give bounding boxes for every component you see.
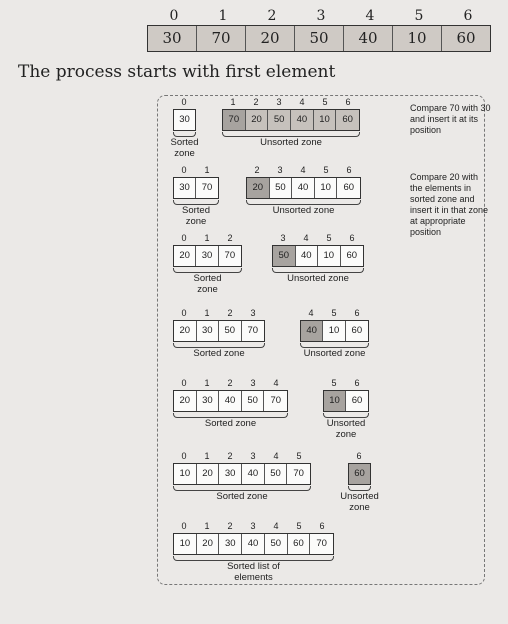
unsorted-zone-cell: 10 <box>323 321 345 341</box>
sorted-zone-index: 3 <box>250 451 256 461</box>
sorted-zone-label: Sorted zone <box>182 205 210 227</box>
final-index: 5 <box>296 521 302 531</box>
unsorted-zone-label: Unsorted zone <box>340 491 379 513</box>
top-array <box>147 25 491 52</box>
sorted-zone-cell: 70 <box>270 395 282 406</box>
top-array-cell: 30 <box>148 26 197 51</box>
sorted-zone-array <box>173 463 311 485</box>
sorted-zone-index: 2 <box>227 233 233 243</box>
sorted-zone-index: 0 <box>181 378 187 388</box>
unsorted-zone-label: Unsorted zone <box>326 418 366 440</box>
final-sorted-array <box>173 533 334 555</box>
unsorted-zone-cell: 40 <box>292 178 315 198</box>
sorted-zone-index: 2 <box>227 378 233 388</box>
unsorted-zone-array <box>246 177 361 199</box>
final-cell: 70 <box>316 538 327 549</box>
sorted-zone-index: 3 <box>250 378 256 388</box>
unsorted-zone-cell: 10 <box>324 391 346 411</box>
top-index: 4 <box>365 8 375 24</box>
unsorted-zone-cell: 40 <box>291 110 314 130</box>
unsorted-zone-cell: 20 <box>247 178 270 198</box>
sorted-zone-array <box>173 390 288 412</box>
unsorted-zone-cell: 70 <box>223 110 246 130</box>
unsorted-zone-index: 5 <box>323 165 329 175</box>
unsorted-zone-index: 3 <box>280 233 286 243</box>
unsorted-zone-cell: 40 <box>301 321 323 341</box>
top-array-cell: 70 <box>197 26 246 51</box>
sorted-zone-cell: 30 <box>197 391 220 411</box>
unsorted-zone-cell: 10 <box>315 178 338 198</box>
sorted-zone-cell: 20 <box>174 391 197 411</box>
unsorted-zone-index: 1 <box>230 97 236 107</box>
final-label: Sorted list of elements <box>227 561 280 583</box>
sorted-zone-cell: 10 <box>174 464 197 484</box>
sorted-zone-array <box>173 245 242 267</box>
unsorted-zone-array <box>222 109 360 131</box>
sorted-zone-cell: 30 <box>174 178 196 198</box>
unsorted-zone-cell: 40 <box>296 246 319 266</box>
top-index: 5 <box>414 8 424 24</box>
unsorted-zone-index: 5 <box>331 308 337 318</box>
sorted-zone-label: Sorted zone <box>193 273 222 295</box>
unsorted-zone-index: 5 <box>326 233 332 243</box>
sorted-zone-index: 1 <box>204 308 210 318</box>
unsorted-zone-index: 4 <box>300 165 306 175</box>
sorted-zone-cell: 30 <box>197 321 220 341</box>
sorted-zone-index: 0 <box>181 308 187 318</box>
top-array-cell: 10 <box>393 26 442 51</box>
step-note: Compare 70 with 30 and insert it at its position <box>410 103 491 135</box>
unsorted-zone-index: 5 <box>322 97 328 107</box>
unsorted-zone-cell: 60 <box>336 110 359 130</box>
sorted-zone-index: 3 <box>250 308 256 318</box>
sorted-zone-cell: 70 <box>247 325 259 336</box>
sorted-zone-index: 0 <box>181 451 187 461</box>
unsorted-zone-index: 6 <box>356 451 362 461</box>
unsorted-zone-cell: 10 <box>314 110 337 130</box>
unsorted-zone-array <box>300 320 369 342</box>
unsorted-zone-index: 6 <box>346 165 352 175</box>
sorted-zone-cell: 30 <box>179 114 190 125</box>
unsorted-zone-index: 6 <box>345 97 351 107</box>
sorted-zone-cell: 70 <box>224 250 236 261</box>
unsorted-zone-array <box>272 245 364 267</box>
sorted-zone-index: 0 <box>181 97 187 107</box>
final-index: 0 <box>181 521 187 531</box>
unsorted-zone-cell: 50 <box>268 110 291 130</box>
sorted-zone-cell: 40 <box>219 391 242 411</box>
final-cell: 20 <box>197 534 220 554</box>
top-index: 1 <box>218 8 228 24</box>
top-index: 6 <box>463 8 473 24</box>
sorted-zone-array <box>173 109 196 131</box>
unsorted-zone-cell: 50 <box>273 246 296 266</box>
sorted-zone-index: 1 <box>204 378 210 388</box>
sorted-zone-cell: 40 <box>242 464 265 484</box>
final-cell: 50 <box>265 534 288 554</box>
final-cell: 30 <box>219 534 242 554</box>
unsorted-zone-cell: 60 <box>343 182 355 193</box>
sorted-zone-index: 2 <box>227 451 233 461</box>
unsorted-zone-cell: 60 <box>346 250 358 261</box>
final-cell: 40 <box>242 534 265 554</box>
unsorted-zone-index: 4 <box>308 308 314 318</box>
sorted-zone-label: Sorted zone <box>216 491 268 502</box>
sorted-zone-index: 4 <box>273 451 279 461</box>
sorted-zone-label: Sorted zone <box>170 137 199 159</box>
final-index: 6 <box>319 521 325 531</box>
unsorted-zone-index: 3 <box>276 97 282 107</box>
top-array-cell: 50 <box>295 26 344 51</box>
unsorted-zone-index: 2 <box>253 97 259 107</box>
final-index: 1 <box>204 521 210 531</box>
sorted-zone-cell: 20 <box>197 464 220 484</box>
top-array-cell: 60 <box>456 29 476 47</box>
sorted-zone-cell: 70 <box>201 182 213 193</box>
unsorted-zone-index: 4 <box>303 233 309 243</box>
top-index: 2 <box>267 8 277 24</box>
sorted-zone-index: 5 <box>296 451 302 461</box>
sorted-zone-cell: 70 <box>293 468 304 479</box>
unsorted-zone-cell: 60 <box>349 464 370 484</box>
unsorted-zone-label: Unsorted zone <box>287 273 349 284</box>
sorted-zone-array <box>173 320 265 342</box>
sorted-zone-index: 1 <box>204 233 210 243</box>
sorted-zone-array <box>173 177 219 199</box>
unsorted-zone-label: Unsorted zone <box>260 137 322 148</box>
final-index: 3 <box>250 521 256 531</box>
unsorted-zone-array <box>348 463 371 485</box>
sorted-zone-cell: 20 <box>174 246 196 266</box>
final-index: 4 <box>273 521 279 531</box>
sorted-zone-index: 2 <box>227 308 233 318</box>
sorted-zone-cell: 30 <box>196 246 218 266</box>
unsorted-zone-cell: 60 <box>351 325 363 336</box>
sorted-zone-index: 0 <box>181 165 187 175</box>
sorted-zone-index: 4 <box>273 378 279 388</box>
unsorted-zone-index: 5 <box>331 378 337 388</box>
unsorted-zone-array <box>323 390 369 412</box>
final-cell: 10 <box>174 534 197 554</box>
step-note: Compare 20 with the elements in sorted zone and insert it in that zone at appropriate position <box>410 172 489 237</box>
sorted-zone-cell: 50 <box>219 321 242 341</box>
top-array-cell: 20 <box>246 26 295 51</box>
final-index: 2 <box>227 521 233 531</box>
top-index: 3 <box>316 8 326 24</box>
top-index: 0 <box>169 8 179 24</box>
unsorted-zone-cell: 50 <box>270 178 293 198</box>
sorted-zone-index: 1 <box>204 451 210 461</box>
sorted-zone-cell: 50 <box>242 391 265 411</box>
sorted-zone-label: Sorted zone <box>193 348 245 359</box>
sorted-zone-index: 1 <box>204 165 210 175</box>
unsorted-zone-cell: 60 <box>351 395 363 406</box>
unsorted-zone-label: Unsorted zone <box>272 205 335 216</box>
unsorted-zone-index: 6 <box>349 233 355 243</box>
sorted-zone-index: 0 <box>181 233 187 243</box>
unsorted-zone-index: 3 <box>277 165 283 175</box>
unsorted-zone-index: 2 <box>254 165 260 175</box>
intro-text: The process starts with first element <box>18 62 336 82</box>
sorted-zone-label: Sorted zone <box>204 418 257 429</box>
sorted-zone-cell: 20 <box>174 321 197 341</box>
unsorted-zone-index: 6 <box>354 378 360 388</box>
top-array-cell: 40 <box>344 26 393 51</box>
unsorted-zone-label: Unsorted zone <box>303 348 366 359</box>
final-cell: 60 <box>288 534 311 554</box>
unsorted-zone-cell: 10 <box>318 246 341 266</box>
sorted-zone-cell: 50 <box>265 464 288 484</box>
unsorted-zone-index: 6 <box>354 308 360 318</box>
unsorted-zone-index: 4 <box>299 97 305 107</box>
sorted-zone-cell: 30 <box>219 464 242 484</box>
unsorted-zone-cell: 20 <box>246 110 269 130</box>
